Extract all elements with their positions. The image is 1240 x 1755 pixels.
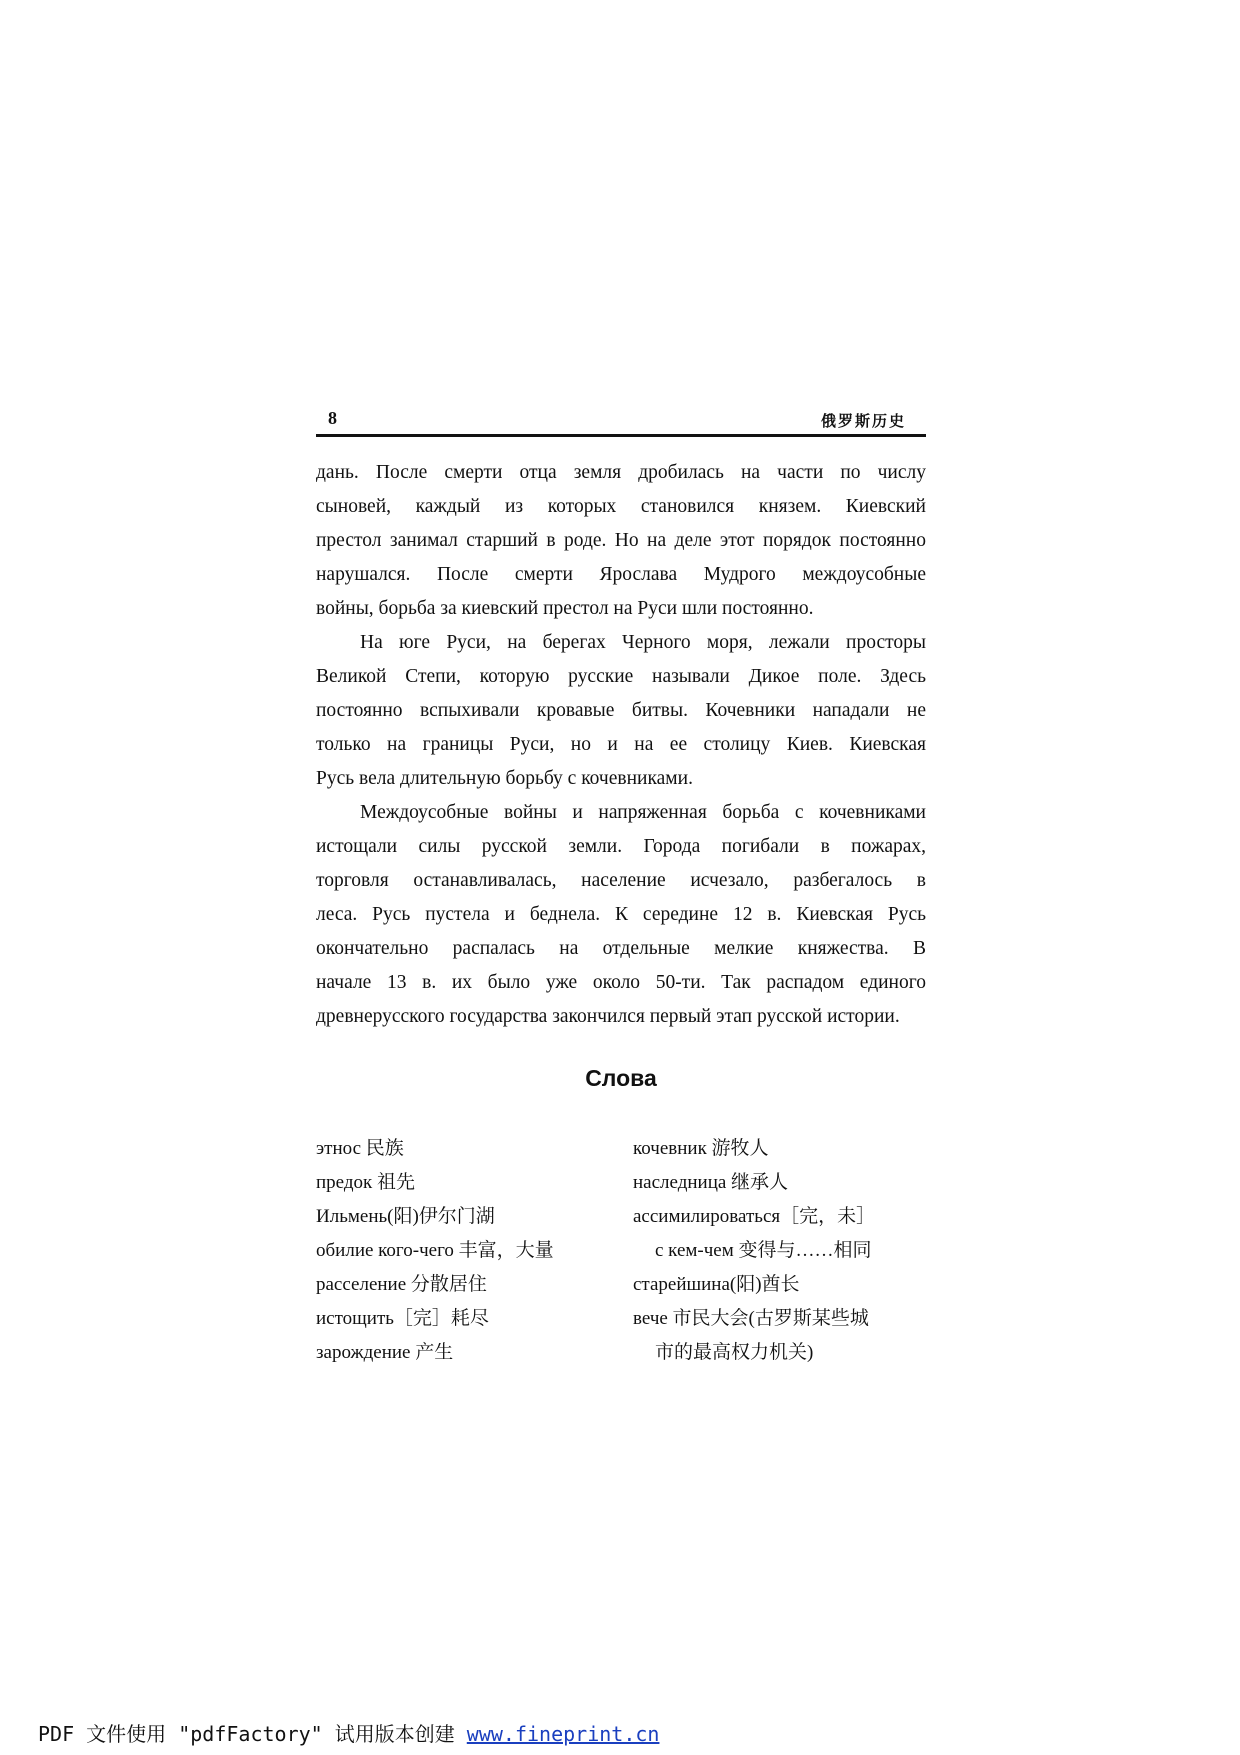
- text-line: окончательно распалась на отдельные мелкие княжества. В: [316, 938, 926, 959]
- text-line: Великой Степи, которую русские называли Дикое поле. Здесь: [316, 666, 926, 687]
- vocab-right-column: [633, 1132, 875, 1370]
- text-line: начале 13 в. их было уже около 50-ти. Так распадом единого: [316, 972, 926, 993]
- text-line: торговля останавливалась, население исчезало, разбегалось в: [316, 870, 926, 891]
- text-line: леса. Русь пустела и беднела. К середине 12 в. Киевская Русь: [316, 904, 926, 925]
- text-line: постоянно вспыхивали кровавые битвы. Кочевники нападали не: [316, 700, 926, 721]
- vocab-entry: 市的最高权力机关): [655, 1342, 814, 1363]
- vocab-entry: вече 市民大会(古罗斯某些城: [633, 1308, 869, 1329]
- vocab-entry: с кем-чем 变得与……相同: [655, 1240, 872, 1261]
- vocab-entry: наследница 继承人: [633, 1172, 789, 1193]
- vocab-entry: обилие кого-чего 丰富，大量: [316, 1240, 554, 1261]
- text-line: престол занимал старший в роде. Но на деле этот порядок постоянно: [316, 530, 926, 551]
- vocab-entry: старейшина(阳)酋长: [633, 1274, 800, 1295]
- vocab-entry: расселение 分散居住: [316, 1274, 487, 1295]
- vocab-entry: кочевник 游牧人: [633, 1138, 769, 1159]
- text-line: истощали силы русской земли. Города погибали в пожарах,: [316, 836, 926, 857]
- text-line: Русь вела длительную борьбу с кочевниками.: [316, 768, 693, 789]
- vocab-left-column: [316, 1132, 554, 1370]
- page-header: [316, 408, 926, 437]
- text-line: дань. После смерти отца земля дробилась на части по числу: [316, 462, 926, 483]
- vocab-entry: ассимилироваться［完，未］: [633, 1206, 876, 1227]
- text-line: Междоусобные войны и напряженная борьба с кочевниками: [360, 802, 926, 823]
- vocab-entry: предок 祖先: [316, 1172, 415, 1193]
- text-line: войны, борьба за киевский престол на Руси шли постоянно.: [316, 598, 814, 619]
- vocab-entry: этнос 民族: [316, 1138, 404, 1159]
- vocab-title: Слова: [585, 1065, 657, 1091]
- text-line: древнерусского государства закончился первый этап русской истории.: [316, 1006, 900, 1027]
- text-line: нарушался. После смерти Ярослава Мудрого междоусобные: [316, 564, 926, 585]
- running-title: 俄罗斯历史: [820, 414, 906, 430]
- page-number: 8: [328, 408, 337, 428]
- vocab-entry: истощить［完］耗尽: [316, 1308, 489, 1329]
- footer-link[interactable]: www.fineprint.cn: [466, 1722, 660, 1746]
- text-line: сыновей, каждый из которых становился князем. Киевский: [316, 496, 926, 517]
- body-text: [316, 456, 926, 1034]
- vocab-entry: зарождение 产生: [316, 1342, 454, 1363]
- watermark-footer: [38, 1718, 659, 1747]
- text-line: На юге Руси, на берегах Черного моря, лежали просторы: [360, 632, 926, 653]
- text-line: только на границы Руси, но и на ее столицу Киев. Киевская: [316, 734, 926, 755]
- vocab-entry: Ильмень(阳)伊尔门湖: [316, 1206, 495, 1227]
- footer-text: PDF 文件使用 "pdfFactory" 试用版本创建: [38, 1722, 467, 1746]
